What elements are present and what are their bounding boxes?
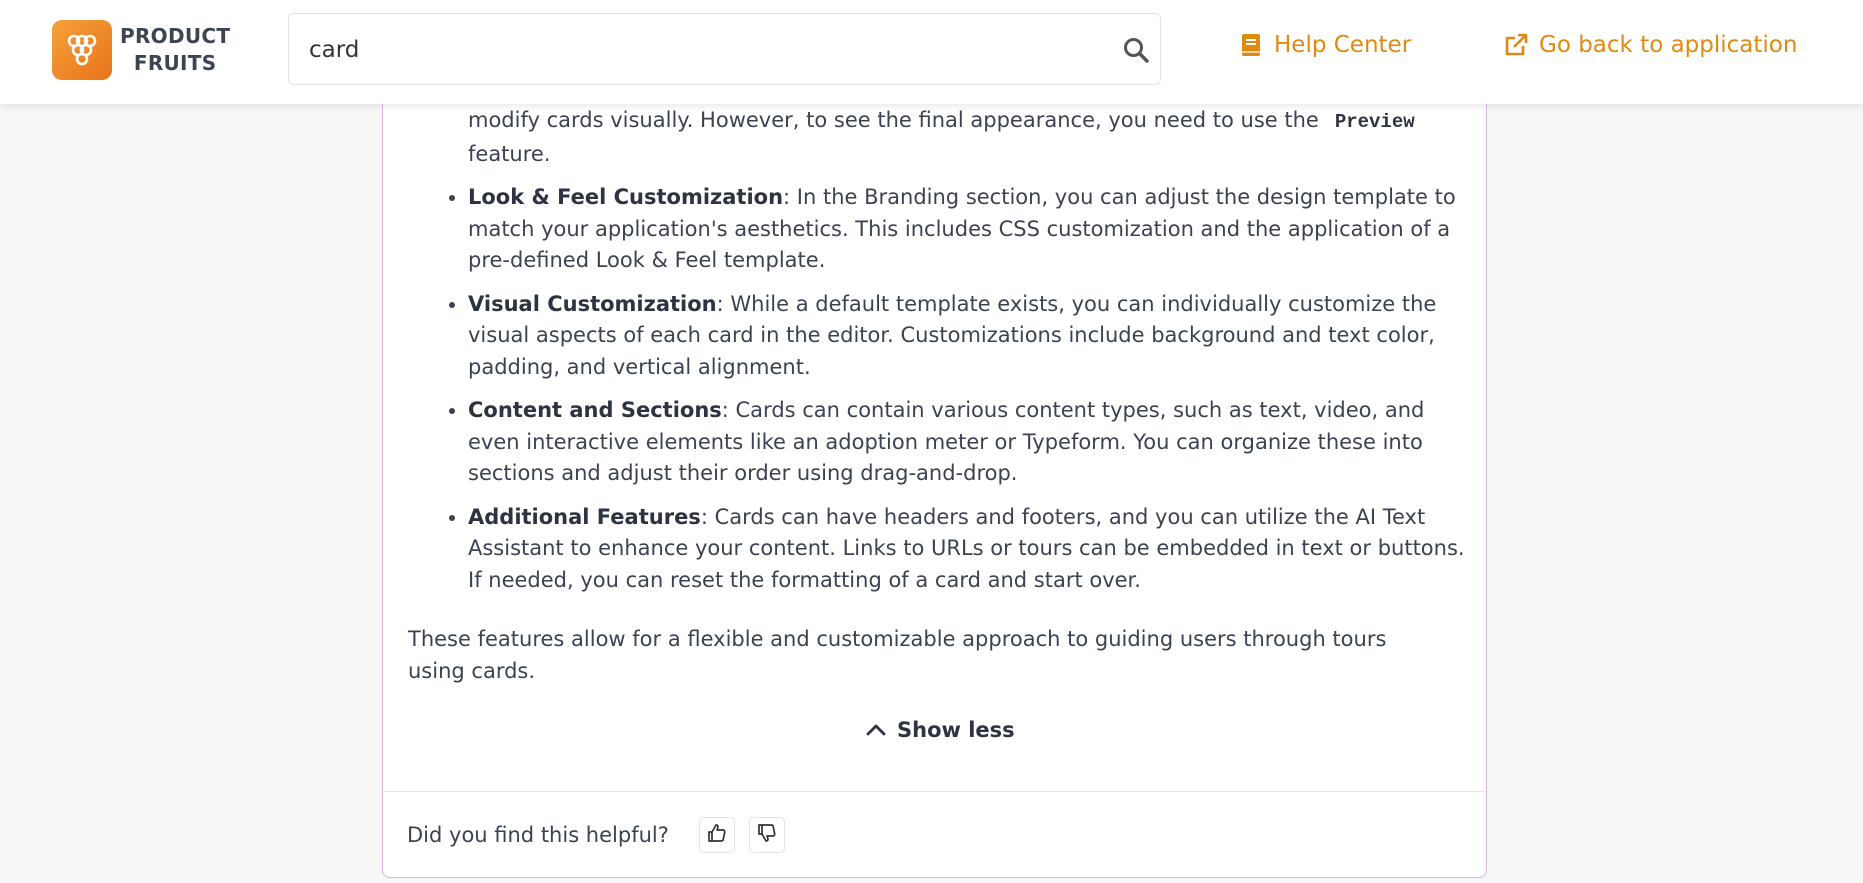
list-item-title: Look & Feel Customization [468,185,784,209]
go-back-label: Go back to application [1539,32,1798,58]
chevron-up-icon [863,717,889,743]
intro-text-after: feature. [468,141,551,166]
list-item-title: Content and Sections [468,398,722,422]
article-card [382,40,1487,878]
intro-text-before: modify cards visually. However, to see the final appearance, you need to use the [468,108,1319,132]
list-item-title: Additional Features [468,504,701,529]
list-item [468,182,1468,277]
list-item [468,289,1468,384]
article-content [408,105,1468,687]
logo-wordmark [120,23,230,77]
search-box [288,13,1161,85]
feedback-bar [407,817,785,853]
feature-list [408,182,1468,596]
list-item-text: : Cards can have headers and footers, and you can utilize the AI Text Assistant to enhance your content. Links to URLs or tours can be embedded in text or buttons. If needed, you can reset the formatting of a card and start over. [468,504,1465,592]
book-icon [1238,32,1264,58]
help-center-label: Help Center [1274,32,1412,58]
logo-line-2: FRUITS [133,51,217,75]
product-fruits-logo[interactable] [52,20,230,80]
list-item-text: : While a default template exists, you can individually customize the visual aspects of each card in the editor. Customizations include background and text color, padding, and vertical alignment. [468,291,1437,379]
search-icon[interactable] [1122,36,1150,64]
external-link-icon [1503,32,1529,58]
preview-code: Preview [1334,111,1415,133]
feedback-question: Did you find this helpful? [407,823,669,847]
thumbs-up-button[interactable] [699,817,735,853]
list-item-text: : In the Branding section, you can adjust the design template to match your application's aesthetics. This includes CSS customization and the application of a pre-defined Look & Feel template. [468,185,1456,272]
help-center-link[interactable] [1238,32,1411,58]
go-back-link[interactable] [1503,32,1797,58]
thumbs-down-icon [757,823,777,848]
search-input[interactable] [307,14,1091,86]
top-bar [0,0,1863,104]
intro-paragraph [408,105,1468,170]
show-less-button[interactable] [863,717,1015,743]
thumbs-up-icon [707,823,727,848]
list-item [468,502,1468,597]
list-item [468,395,1468,490]
summary-paragraph: These features allow for a flexible and customizable approach to guiding users through tours using cards. [408,627,1387,683]
grapes-logo-icon [52,20,112,80]
logo-line-1: PRODUCT [120,24,231,48]
list-item-text: : Cards can contain various content types, such as text, video, and even interactive elements like an adoption meter or Typeform. You can organize these into sections and adjust their order using drag-and-drop. [468,398,1425,485]
divider [383,791,1486,792]
list-item-title: Visual Customization [468,291,717,316]
thumbs-down-button[interactable] [749,817,785,853]
show-less-label: Show less [897,718,1015,742]
